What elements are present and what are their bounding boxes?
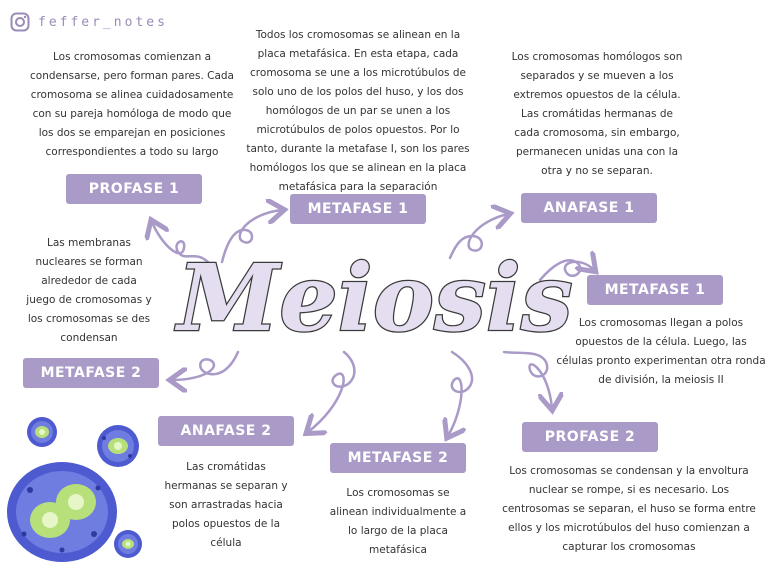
arrow-to-anafase-2 <box>308 352 354 432</box>
brand-handle: feffer_notes <box>38 14 168 30</box>
node-metafase-2-left-text: Las membranas nucleares se forman alrededor de cada juego de cromosomas y los cromosomas se des condensan <box>26 237 152 344</box>
node-metafase-1-top-label: METAFASE 1 <box>290 194 426 224</box>
node-profase-2-label: PROFASE 2 <box>522 422 658 452</box>
node-anafase-2-label: ANAFASE 2 <box>158 416 294 446</box>
node-profase-1-label: PROFASE 1 <box>66 174 202 204</box>
node-metafase-2-center-text: Los cromosomas se alinean individualmente a lo largo de la placa metafásica <box>329 487 467 556</box>
node-anafase-1-label: ANAFASE 1 <box>521 193 657 223</box>
small-cell-icon <box>114 530 142 558</box>
node-metafase-1-right-text: Los cromosomas llegan a polos opuestos de la célula. Luego, las células pronto experimentan otra ronda de división, la meiosis II <box>556 317 766 386</box>
node-metafase-2-center-label: METAFASE 2 <box>330 443 466 473</box>
small-cell-icon <box>97 425 139 467</box>
title-block <box>177 244 573 354</box>
node-anafase-1-text: Los cromosomas homólogos son separados y se mueven a los extremos opuestos de la célula. Las cromátidas hermanas de cada cromosoma, sin embargo, permanecen unidas una con la otra y no se separan. <box>511 51 683 177</box>
node-metafase-2-left-label: METAFASE 2 <box>23 358 159 388</box>
brand <box>10 12 168 32</box>
title-svg <box>177 244 573 354</box>
node-metafase-1-right-label: METAFASE 1 <box>587 275 723 305</box>
small-cell-icon <box>27 417 57 447</box>
instagram-icon <box>10 12 30 32</box>
node-metafase-1-top-text: Todos los cromosomas se alinean en la placa metafásica. En esta etapa, cada cromosoma se une a los microtúbulos de solo uno de los polos del huso, y los dos homólogos de un par se unen a los microtúbulos de polos opuestos. Por lo tanto, durante la metafase I, son los pares homólogos los que se alinean en la placa metafásica para la separación <box>246 29 470 193</box>
arrow-to-metafase-2-center <box>448 352 472 436</box>
cell-illustration <box>0 410 160 576</box>
diagram-title: Meiosis <box>177 244 573 352</box>
dividing-cell-icon <box>7 462 117 562</box>
node-anafase-2-text: Las cromátidas hermanas se separan y son arrastradas hacia polos opuestos de la célula <box>164 461 288 549</box>
arrow-to-metafase-2-left <box>172 352 238 380</box>
node-profase-1-text: Los cromosomas comienzan a condensarse, pero forman pares. Cada cromosoma se alinea cuidadosamente con su pareja homóloga de modo que los dos se emparejan en posiciones correspondientes a todo su largo <box>30 51 234 158</box>
arrow-to-profase-2 <box>504 352 552 408</box>
node-profase-2-text: Los cromosomas se condensan y la envoltura nuclear se rompe, si es necesario. Los centrosomas se separan, el huso se forma entre ellos y los microtúbulos del huso comienzan a capturar los cromosomas <box>502 465 756 553</box>
